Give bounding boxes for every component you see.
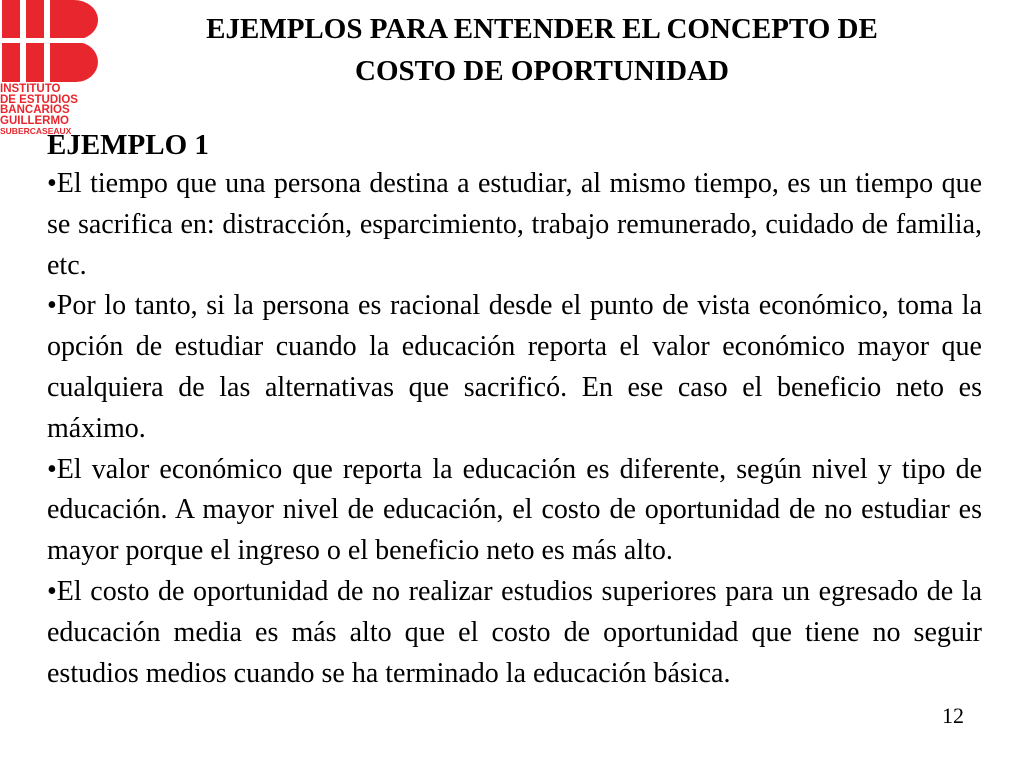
slide-content	[47, 126, 982, 694]
logo-line: INSTITUTO	[0, 83, 61, 95]
bullet-paragraph-3: •El valor económico que reporta la educación es diferente, según nivel y tipo de educación. A mayor nivel de educación, el costo de oportunidad de no estudiar es mayor porque el ingreso o el beneficio neto es más alto.	[47, 453, 982, 567]
bullet-paragraph-2: •Por lo tanto, si la persona es racional desde el punto de vista económico, toma la opción de estudiar cuando la educación reporta el valor económico mayor que cualquiera de las alternativas que sacrificó. En ese caso el beneficio neto es máximo.	[47, 290, 982, 444]
logo-line: BANCARIOS	[0, 104, 70, 116]
logo-line: GUILLERMO	[0, 114, 69, 127]
page-number: 12	[942, 703, 964, 728]
logo-line: DE ESTUDIOS	[0, 93, 78, 106]
bullet-paragraph-1: •El tiempo que una persona destina a estudiar, al mismo tiempo, es un tiempo que se sacrifica en: distracción, esparcimiento, trabajo remunerado, cuidado de familia, etc.	[47, 168, 982, 281]
logo-line: SUBERCASEAUX	[0, 126, 72, 136]
slide-title-line-1: EJEMPLOS PARA ENTENDER EL CONCEPTO DE	[206, 13, 878, 45]
bullet-paragraph-4: •El costo de oportunidad de no realizar estudios superiores para un egresado de la educación media es más alto que el costo de oportunidad que tiene no seguir estudios medios cuando se ha terminado la educación básica.	[47, 575, 982, 689]
slide-title-line-2: COSTO DE OPORTUNIDAD	[355, 55, 729, 87]
slide-title	[82, 8, 1002, 92]
example-heading: EJEMPLO 1	[47, 129, 209, 161]
